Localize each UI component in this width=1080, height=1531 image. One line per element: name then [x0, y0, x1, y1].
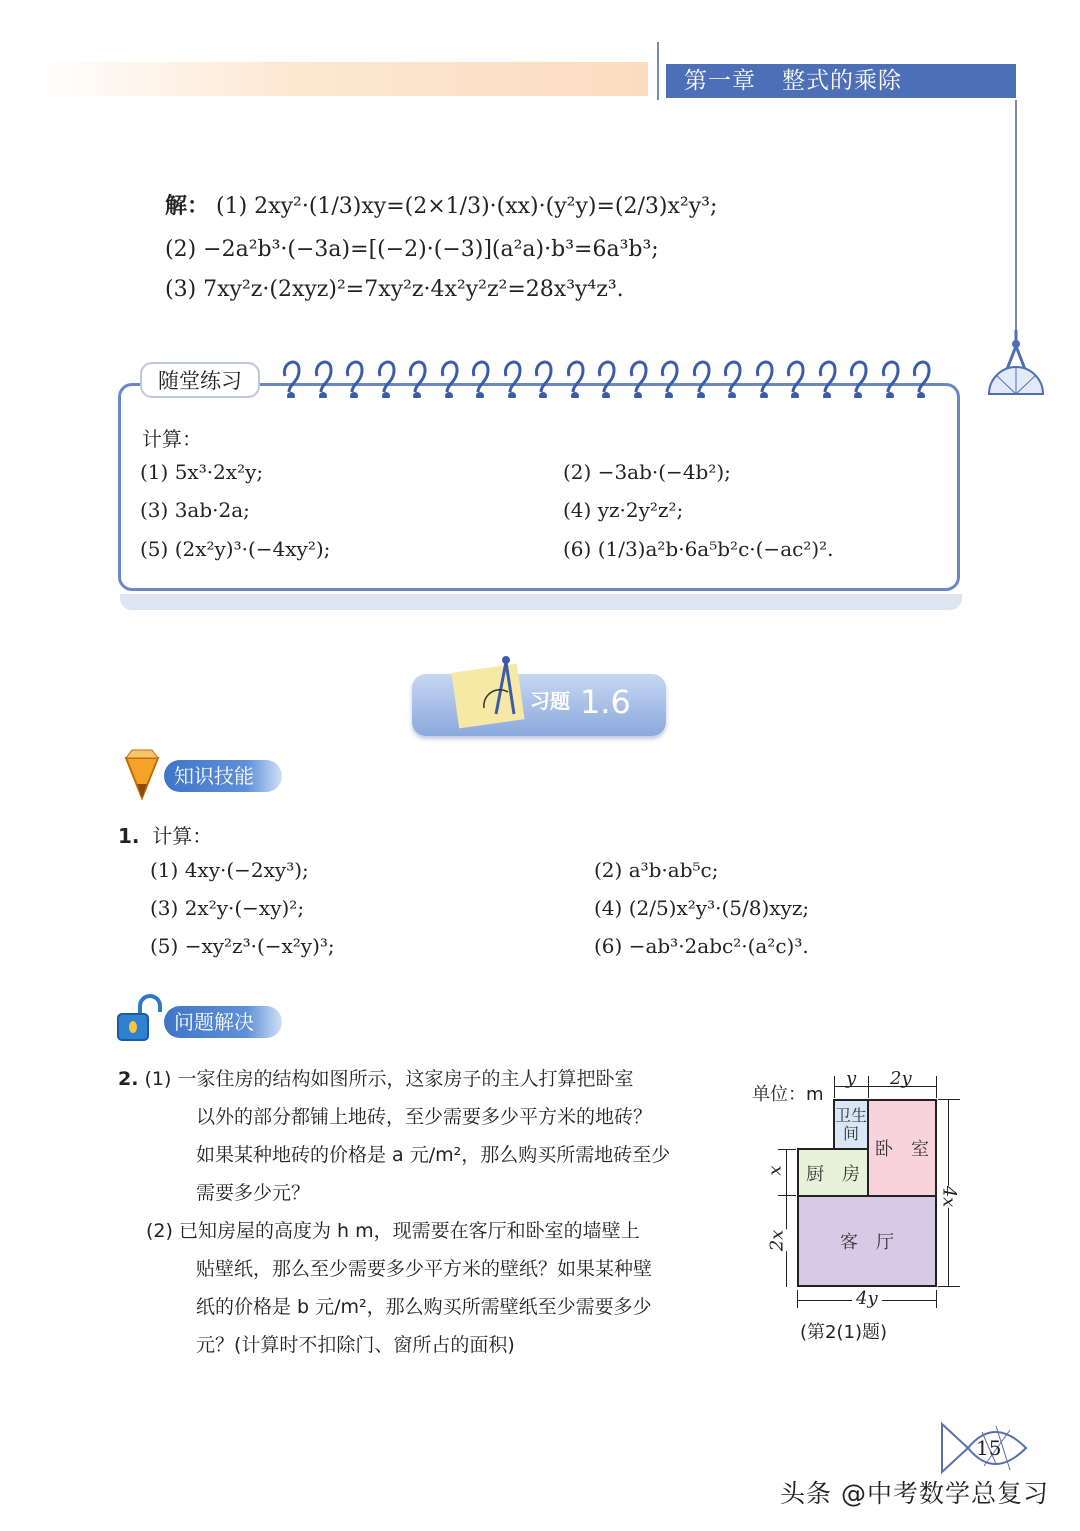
- ring-icon: [502, 356, 524, 398]
- dim-top-tick-1: [834, 1076, 835, 1098]
- ring-icon: [659, 356, 681, 398]
- solution-line-3: (3) 7xy²z·(2xyz)²=7xy²z·4x²y²z²=28x³y⁴z³.: [165, 277, 624, 302]
- dim-4y: 4y: [852, 1288, 882, 1309]
- section-problem-solving: 问题解决: [164, 1006, 282, 1038]
- exercise-number: 1.6: [580, 683, 631, 721]
- ring-icon: [376, 356, 398, 398]
- practice-item-4: (4) yz·2y²z²;: [563, 498, 684, 522]
- practice-item-5: (5) (2x²y)³·(−4xy²);: [140, 537, 331, 561]
- dim-top-tick-3: [936, 1076, 937, 1098]
- q1-item-1: (1) 4xy·(−2xy³);: [150, 858, 309, 882]
- ring-icon: [785, 356, 807, 398]
- q1-number: 1.: [118, 824, 140, 848]
- q1-item-3: (3) 2x²y·(−xy)²;: [150, 896, 305, 920]
- chapter-header: [666, 64, 1016, 98]
- page-number: 15: [976, 1436, 1002, 1460]
- dim-right-tick-1: [938, 1099, 960, 1100]
- ring-icon: [470, 356, 492, 398]
- ring-icon: [407, 356, 429, 398]
- practice-tab: 随堂练习: [140, 362, 260, 398]
- ring-icon: [628, 356, 650, 398]
- ring-icon: [281, 356, 303, 398]
- q1-heading: [118, 820, 212, 849]
- compass-protractor-icon: [985, 328, 1047, 400]
- solution-label: 解：: [165, 194, 210, 219]
- header-divider: [657, 42, 659, 100]
- q2-number: 2.: [118, 1068, 139, 1090]
- q2-line-8: 元？(计算时不扣除门、窗所占的面积): [196, 1334, 515, 1356]
- q2-line-6: 贴壁纸，那么至少需要多少平方米的壁纸？如果某种壁: [196, 1258, 653, 1280]
- solution-block: [165, 184, 717, 310]
- dim-2x: 2x: [766, 1229, 788, 1252]
- room-bathroom-label-2: 间: [842, 1123, 859, 1143]
- room-bathroom-label-1: 卫生: [835, 1105, 868, 1125]
- practice-item-6: (6) (1/3)a²b·6a⁵b²c·(−ac²)².: [563, 537, 834, 561]
- q2-line-5: (2) 已知房屋的高度为 h m，现需要在客厅和卧室的墙壁上: [146, 1220, 640, 1242]
- ring-icon: [754, 356, 776, 398]
- solution-line-1: (1) 2xy²·(1/3)xy=(2×1/3)·(xx)·(y²y)=(2/3)x²y³;: [216, 194, 718, 219]
- q1-item-5: (5) −xy²z³·(−x²y)³;: [150, 934, 335, 958]
- ring-icon: [439, 356, 461, 398]
- practice-item-3: (3) 3ab·2a;: [140, 498, 250, 522]
- dim-bottom-tick-1: [797, 1290, 798, 1308]
- dim-bottom-tick-2: [936, 1290, 937, 1308]
- q2-block: [118, 1060, 670, 1364]
- q1-item-4: (4) (2/5)x²y³·(5/8)xyz;: [594, 896, 810, 920]
- ring-icon: [565, 356, 587, 398]
- ring-icon: [911, 356, 933, 398]
- dim-right-tick-2: [938, 1286, 960, 1287]
- dim-left-line: [786, 1149, 787, 1287]
- dim-4x: 4x: [938, 1185, 960, 1208]
- chapter-title: 整式的乘除: [782, 68, 902, 94]
- header-gradient: [0, 62, 648, 96]
- figure-caption: (第2(1)题): [800, 1322, 887, 1343]
- dim-left-tick-2: [778, 1195, 796, 1196]
- dim-x: x: [764, 1165, 786, 1176]
- q1-item-6: (6) −ab³·2abc²·(a²c)³.: [594, 934, 809, 958]
- ring-icon: [817, 356, 839, 398]
- practice-shadow: [120, 594, 962, 610]
- dim-left-tick-1: [778, 1149, 796, 1150]
- room-bedroom: 卧 室: [867, 1099, 937, 1197]
- watermark: 头条 @中考数学总复习: [780, 1479, 1049, 1508]
- side-divider: [1015, 100, 1017, 330]
- q2-line-4: 需要多少元？: [196, 1182, 311, 1204]
- room-bathroom: [833, 1099, 869, 1150]
- q2-line-1: (1) 一家住房的结构如图所示，这家房子的主人打算把卧室: [144, 1068, 634, 1090]
- room-kitchen: 厨 房: [797, 1148, 869, 1197]
- dim-top-tick-2: [868, 1076, 869, 1098]
- solution-line-2: (2) −2a²b³·(−3a)=[(−2)·(−3)](a²a)·b³=6a³b³;: [165, 237, 659, 262]
- q2-line-2: 以外的部分都铺上地砖，至少需要多少平方米的地砖？: [196, 1106, 653, 1128]
- lock-icon: [116, 994, 162, 1044]
- pencil-icon: [122, 748, 162, 800]
- q2-line-7: 纸的价格是 b 元/m²，那么购买所需壁纸至少需要多少: [196, 1296, 652, 1318]
- exercise-label: 习题: [530, 689, 570, 713]
- ring-icon: [596, 356, 618, 398]
- ring-icon: [533, 356, 555, 398]
- ring-icon: [344, 356, 366, 398]
- ring-icon: [722, 356, 744, 398]
- q2-line-3: 如果某种地砖的价格是 a 元/m²，那么购买所需地砖至少: [196, 1144, 671, 1166]
- practice-item-1: (1) 5x³·2x²y;: [140, 460, 264, 484]
- dim-2y: 2y: [890, 1068, 912, 1089]
- section-knowledge: 知识技能: [164, 760, 282, 792]
- ring-icon: [848, 356, 870, 398]
- room-living: 客 厅: [797, 1195, 937, 1287]
- ring-icon: [313, 356, 335, 398]
- practice-item-2: (2) −3ab·(−4b²);: [563, 460, 731, 484]
- chapter-number: 第一章: [684, 68, 756, 94]
- practice-intro: 计算：: [142, 427, 202, 451]
- ring-icon: [880, 356, 902, 398]
- ring-icon: [691, 356, 713, 398]
- compass-icon: [474, 652, 522, 722]
- q1-item-2: (2) a³b·ab⁵c;: [594, 858, 719, 882]
- unit-label: 单位：m: [752, 1084, 824, 1105]
- dim-y: y: [846, 1068, 857, 1089]
- q1-intro: 计算：: [152, 824, 213, 848]
